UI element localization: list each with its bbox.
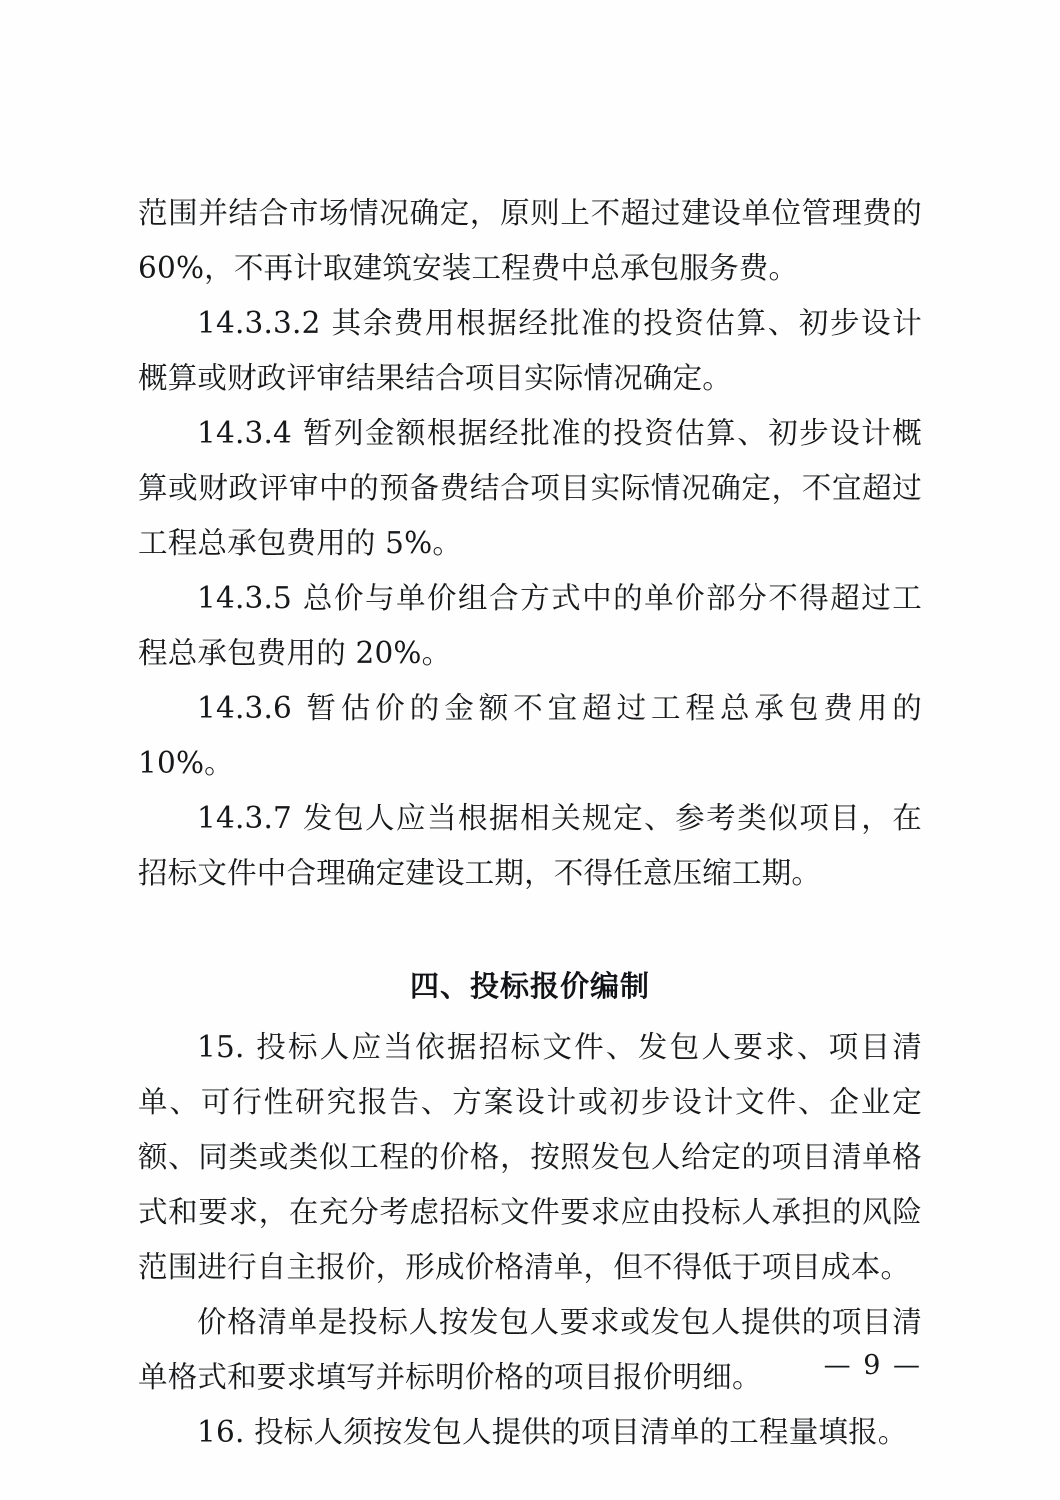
section-heading: 四、投标报价编制 xyxy=(409,969,650,1003)
paragraph-16: 16. 投标人须按发包人提供的项目清单的工程量填报。 xyxy=(197,1415,908,1449)
paragraph-15: 15. 投标人应当依据招标文件、发包人要求、项目清单、可行性研究报告、方案设计或初步设计文件、企业定额、同类或类似工程的价格，按照发包人给定的项目清单格式和要求，在充分考虑招标文件要求应由投标人承担的风险范围进行自主报价，形成价格清单，但不得低于项目成本。 xyxy=(138,1030,922,1284)
heading-spacer-top xyxy=(138,901,922,959)
paragraph-14-3-3-2: 14.3.3.2 其余费用根据经批准的投资估算、初步设计概算或财政评审结果结合项目实际情况确定。 xyxy=(138,306,922,395)
document-body xyxy=(138,186,922,1460)
paragraph-price-list-definition: 价格清单是投标人按发包人要求或发包人提供的项目清单格式和要求填写并标明价格的项目报价明细。 xyxy=(138,1305,922,1394)
page-number: — 9 — xyxy=(823,1350,922,1381)
paragraph-continuation: 范围并结合市场情况确定，原则上不超过建设单位管理费的60%，不再计取建筑安装工程费中总承包服务费。 xyxy=(138,196,922,285)
paragraph-14-3-7: 14.3.7 发包人应当根据相关规定、参考类似项目，在招标文件中合理确定建设工期，不得任意压缩工期。 xyxy=(138,801,922,890)
paragraph-14-3-4: 14.3.4 暂列金额根据经批准的投资估算、初步设计概算或财政评审中的预备费结合项目实际情况确定，不宜超过工程总承包费用的 5%。 xyxy=(138,416,922,560)
paragraph-14-3-5: 14.3.5 总价与单价组合方式中的单价部分不得超过工程总承包费用的 20%。 xyxy=(138,581,922,670)
paragraph-14-3-6: 14.3.6 暂估价的金额不宜超过工程总承包费用的 10%。 xyxy=(138,691,922,780)
